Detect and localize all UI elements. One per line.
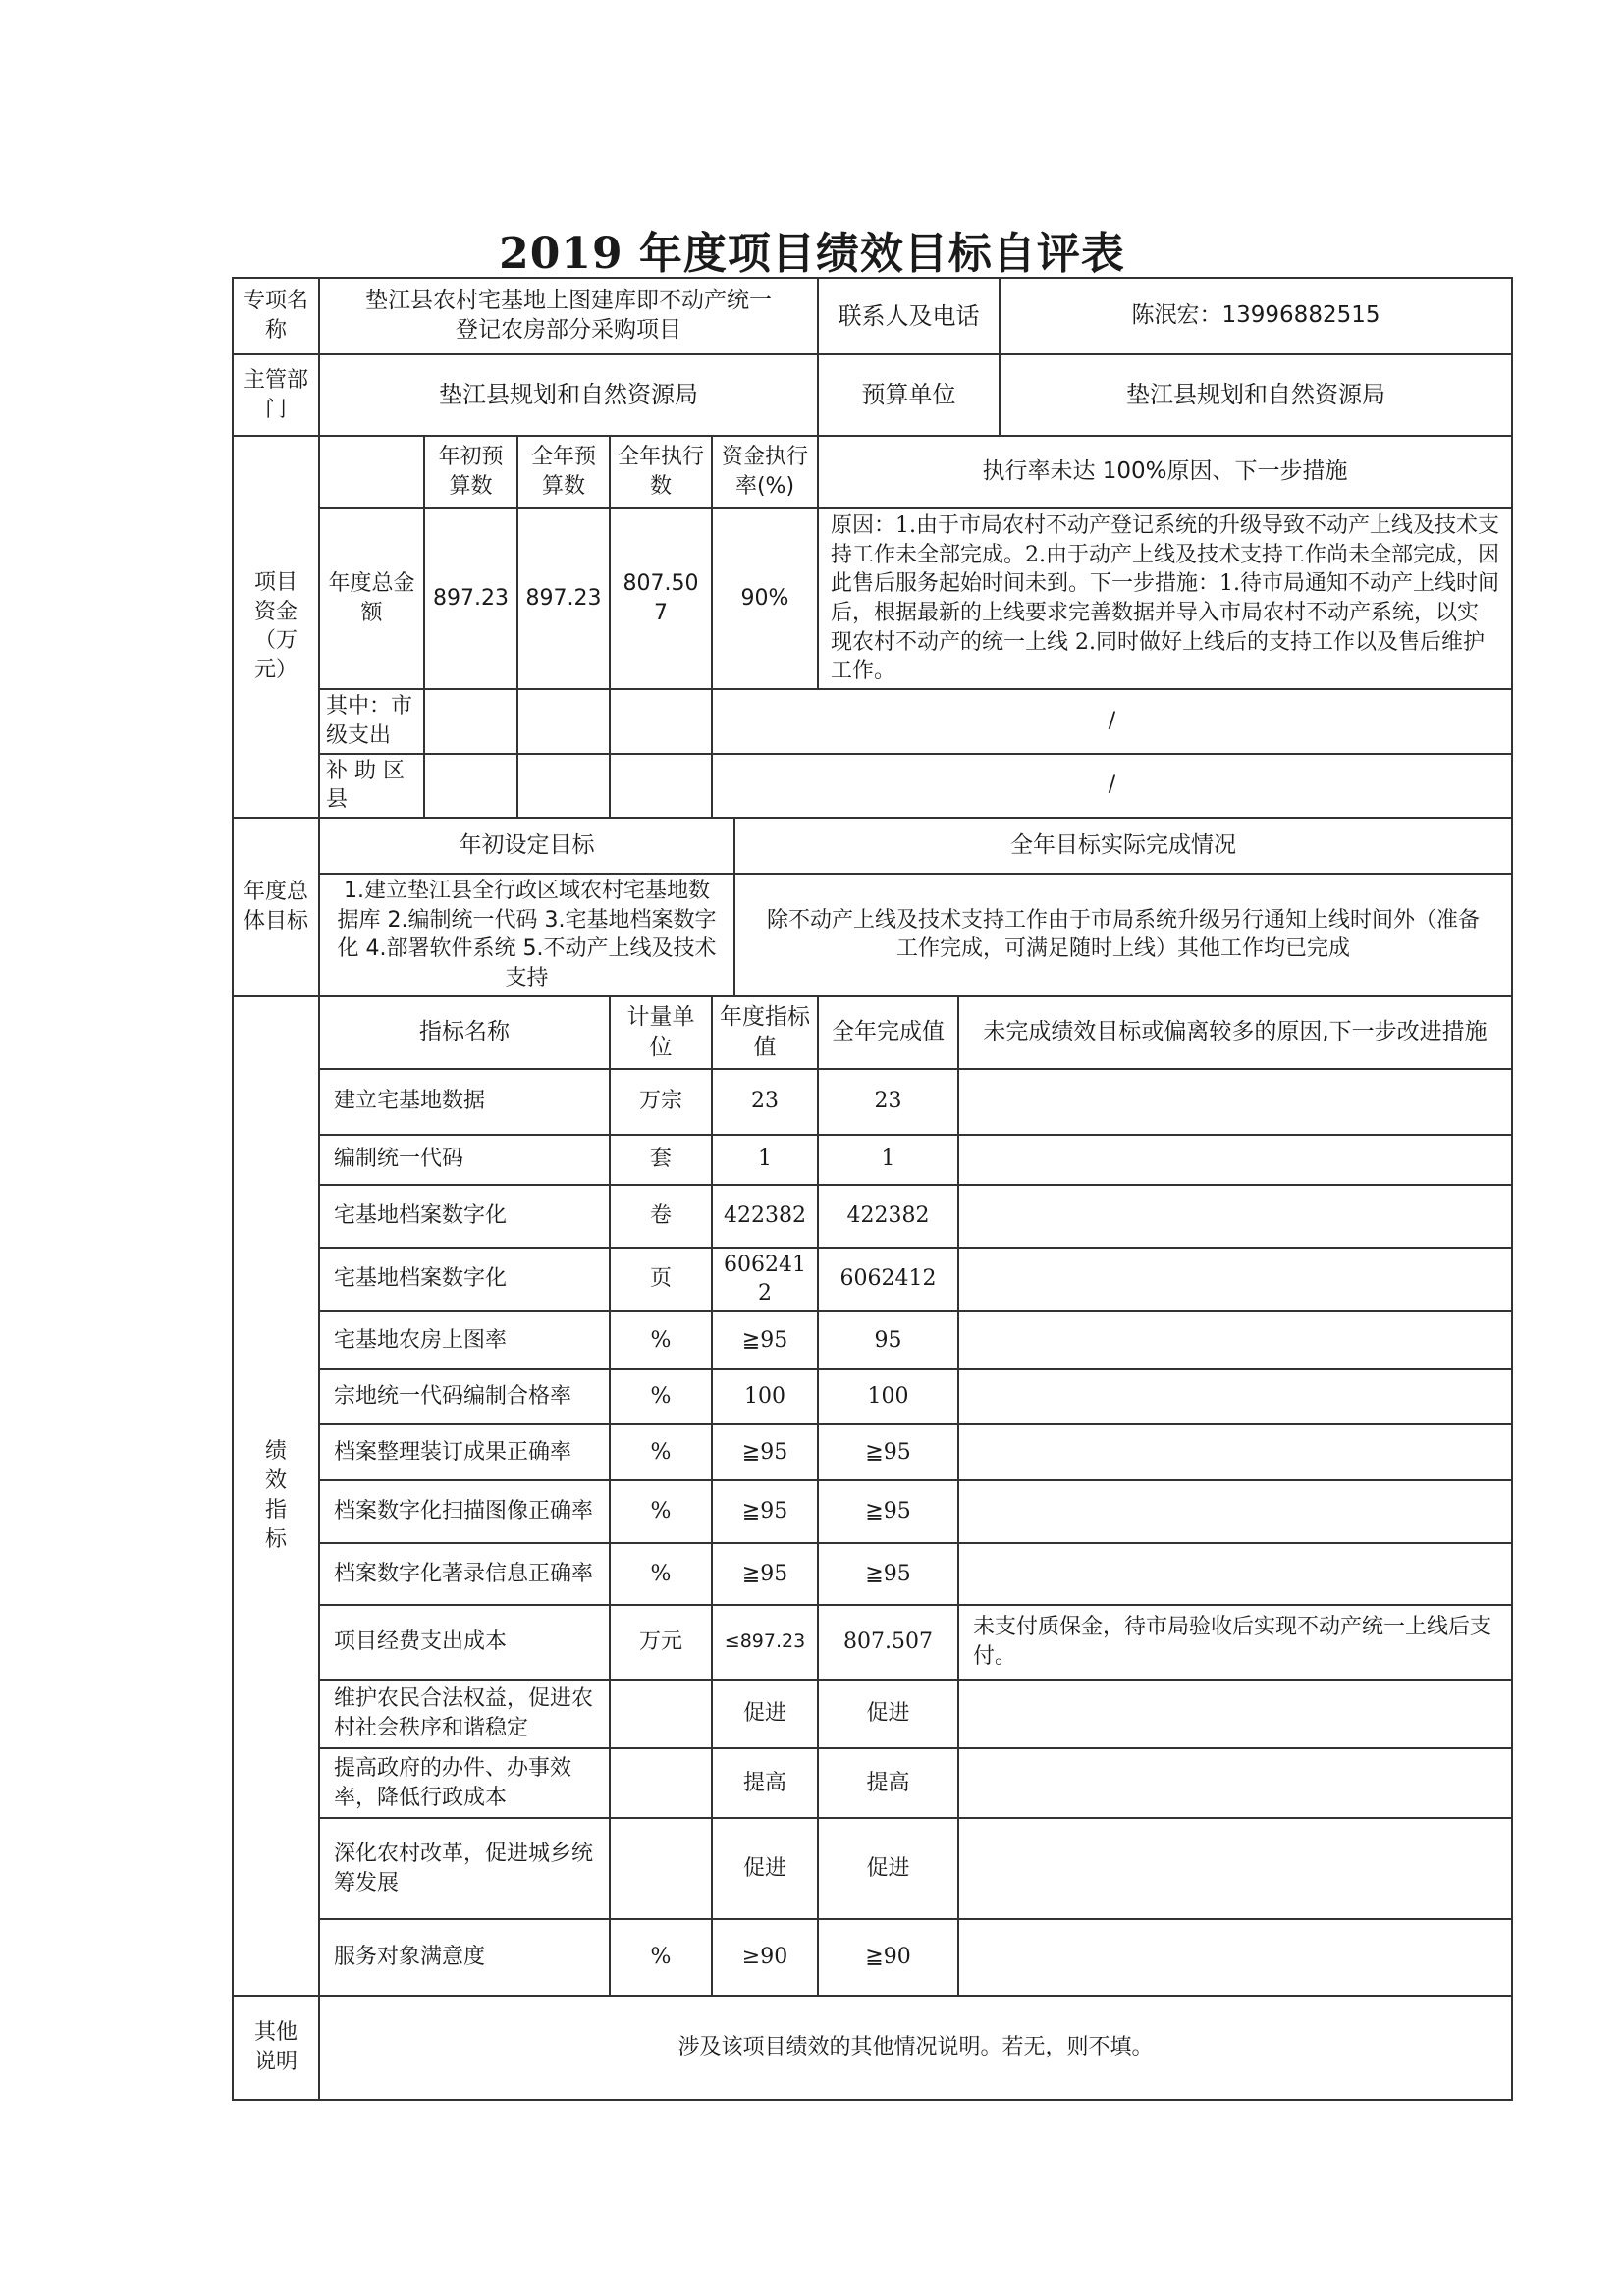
other-notes-row xyxy=(233,1996,1512,2100)
indicator-reason xyxy=(958,1248,1512,1311)
indicator-actual: ≧95 xyxy=(818,1424,958,1480)
district-note: / xyxy=(712,754,1512,818)
district-initial xyxy=(424,754,517,818)
indicator-name: 宗地统一代码编制合格率 xyxy=(319,1369,610,1424)
col-actual: 全年完成值 xyxy=(818,996,958,1069)
indicator-unit: % xyxy=(610,1543,712,1605)
indicator-target: ≧95 xyxy=(712,1424,818,1480)
table-row xyxy=(233,1680,1512,1748)
indicator-actual: 100 xyxy=(818,1369,958,1424)
indicator-reason xyxy=(958,1919,1512,1996)
other-notes-text: 涉及该项目绩效的其他情况说明。若无，则不填。 xyxy=(319,1996,1512,2100)
page-title: 2019 年度项目绩效目标自评表 xyxy=(499,229,1125,279)
indicator-name: 宅基地档案数字化 xyxy=(319,1248,610,1311)
indicator-actual: 1 xyxy=(818,1135,958,1185)
indicator-unit: % xyxy=(610,1919,712,1996)
indicator-unit: % xyxy=(610,1369,712,1424)
city-executed xyxy=(610,689,712,753)
project-row xyxy=(233,278,1512,354)
funds-header-row xyxy=(233,436,1512,508)
indicator-name: 编制统一代码 xyxy=(319,1135,610,1185)
total-initial: 897.23 xyxy=(424,508,517,689)
table-row xyxy=(233,1748,1512,1818)
indicator-name: 提高政府的办件、办事效率，降低行政成本 xyxy=(319,1748,610,1818)
city-expense-label: 其中：市级支出 xyxy=(319,689,424,753)
self-evaluation-table xyxy=(232,277,1513,2101)
indicators-section-text: 绩效指标 xyxy=(265,1439,288,1552)
indicator-reason xyxy=(958,1543,1512,1605)
district-subsidy-label: 补 助 区 县 xyxy=(319,754,424,818)
table-row xyxy=(233,1605,1512,1680)
indicator-actual: 23 xyxy=(818,1069,958,1135)
indicator-unit: 卷 xyxy=(610,1185,712,1248)
indicator-unit: % xyxy=(610,1311,712,1369)
indicator-name: 宅基地档案数字化 xyxy=(319,1185,610,1248)
indicator-actual: ≧90 xyxy=(818,1919,958,1996)
goals-section-label: 年度总体目标 xyxy=(233,818,319,996)
indicator-actual: 促进 xyxy=(818,1818,958,1919)
indicator-unit xyxy=(610,1748,712,1818)
funds-total-row xyxy=(233,508,1512,689)
city-full-year xyxy=(517,689,610,753)
project-label: 专项名称 xyxy=(233,278,319,354)
col-target: 年度指标值 xyxy=(712,996,818,1069)
table-row xyxy=(233,1543,1512,1605)
table-row xyxy=(233,1248,1512,1311)
city-note: / xyxy=(712,689,1512,753)
project-name: 垫江县农村宅基地上图建库即不动产统一登记农房部分采购项目 xyxy=(319,278,818,354)
table-row xyxy=(233,1369,1512,1424)
indicator-target: ≧95 xyxy=(712,1311,818,1369)
indicator-reason xyxy=(958,1748,1512,1818)
funds-section-label: 项目资金（万元） xyxy=(233,436,319,818)
indicator-actual: 促进 xyxy=(818,1680,958,1748)
col-full-year-budget: 全年预算数 xyxy=(517,436,610,508)
indicators-section-label xyxy=(233,996,319,1996)
indicator-actual: 422382 xyxy=(818,1185,958,1248)
initial-goal-header: 年初设定目标 xyxy=(319,818,734,874)
contact-value: 陈泯宏：13996882515 xyxy=(1000,278,1512,354)
indicator-name: 宅基地农房上图率 xyxy=(319,1311,610,1369)
indicators-header-row xyxy=(233,996,1512,1069)
contact-label: 联系人及电话 xyxy=(818,278,1000,354)
indicator-unit: 万宗 xyxy=(610,1069,712,1135)
col-execution-rate: 资金执行率(%) xyxy=(712,436,818,508)
indicator-reason xyxy=(958,1480,1512,1543)
col-unit: 计量单位 xyxy=(610,996,712,1069)
table-row xyxy=(233,1135,1512,1185)
indicator-reason xyxy=(958,1369,1512,1424)
indicator-unit xyxy=(610,1818,712,1919)
total-amount-label: 年度总金额 xyxy=(319,508,424,689)
indicator-name: 维护农民合法权益，促进农村社会秩序和谐稳定 xyxy=(319,1680,610,1748)
table-row xyxy=(233,1311,1512,1369)
indicator-actual: 807.507 xyxy=(818,1605,958,1680)
indicator-target: 23 xyxy=(712,1069,818,1135)
goals-header-row xyxy=(233,818,1512,874)
funds-city-row xyxy=(233,689,1512,753)
funds-district-row xyxy=(233,754,1512,818)
indicator-target: ≤897.23 xyxy=(712,1605,818,1680)
indicator-target: 促进 xyxy=(712,1680,818,1748)
table-row xyxy=(233,1185,1512,1248)
col-indicator-name: 指标名称 xyxy=(319,996,610,1069)
department-row xyxy=(233,354,1512,436)
table-row xyxy=(233,1069,1512,1135)
indicator-name: 建立宅基地数据 xyxy=(319,1069,610,1135)
indicator-actual: ≧95 xyxy=(818,1480,958,1543)
table-row xyxy=(233,1919,1512,1996)
indicator-target: 100 xyxy=(712,1369,818,1424)
indicator-target: 提高 xyxy=(712,1748,818,1818)
indicator-reason xyxy=(958,1424,1512,1480)
indicator-target: 422382 xyxy=(712,1185,818,1248)
dept-label: 主管部门 xyxy=(233,354,319,436)
indicator-reason: 未支付质保金，待市局验收后实现不动产统一上线后支付。 xyxy=(958,1605,1512,1680)
other-notes-label: 其他说明 xyxy=(233,1996,319,2100)
indicator-actual: 6062412 xyxy=(818,1248,958,1311)
indicator-reason xyxy=(958,1069,1512,1135)
funds-reason-text: 原因：1.由于市局农村不动产登记系统的升级导致不动产上线及技术支持工作未全部完成。2.由于动产上线及技术支持工作尚未全部完成，因此售后服务起始时间未到。下一步措施：1.待市局通知不动产上线时间后，根据最新的上线要求完善数据并导入市局农村不动产系统，以实现农村不动产的统一上线 2.同时做好上线后的支持工作以及售后维护工作。 xyxy=(818,508,1512,689)
indicator-unit: 页 xyxy=(610,1248,712,1311)
initial-goal-text: 1.建立垫江县全行政区域农村宅基地数据库 2.编制统一代码 3.宅基地档案数字化 4.部署软件系统 5.不动产上线及技术支持 xyxy=(319,874,734,996)
indicator-reason xyxy=(958,1135,1512,1185)
actual-goal-header: 全年目标实际完成情况 xyxy=(734,818,1512,874)
table-row xyxy=(233,1818,1512,1919)
indicator-name: 项目经费支出成本 xyxy=(319,1605,610,1680)
dept-value: 垫江县规划和自然资源局 xyxy=(319,354,818,436)
total-executed: 807.507 xyxy=(610,508,712,689)
col-reason-header: 执行率未达 100%原因、下一步措施 xyxy=(818,436,1512,508)
budget-unit-value: 垫江县规划和自然资源局 xyxy=(1000,354,1512,436)
actual-goal-text: 除不动产上线及技术支持工作由于市局系统升级另行通知上线时间外（准备工作完成，可满足随时上线）其他工作均已完成 xyxy=(734,874,1512,996)
indicator-name: 档案整理装订成果正确率 xyxy=(319,1424,610,1480)
indicator-reason xyxy=(958,1818,1512,1919)
indicator-name: 服务对象满意度 xyxy=(319,1919,610,1996)
indicator-unit: 套 xyxy=(610,1135,712,1185)
indicator-reason xyxy=(958,1185,1512,1248)
indicator-reason xyxy=(958,1680,1512,1748)
table-row xyxy=(233,1424,1512,1480)
indicator-target: ≧95 xyxy=(712,1543,818,1605)
table-row xyxy=(233,1480,1512,1543)
indicator-target: 6062412 xyxy=(712,1248,818,1311)
indicator-reason xyxy=(958,1311,1512,1369)
indicator-target: ≧95 xyxy=(712,1480,818,1543)
total-rate: 90% xyxy=(712,508,818,689)
indicator-unit xyxy=(610,1680,712,1748)
indicator-name: 档案数字化著录信息正确率 xyxy=(319,1543,610,1605)
district-executed xyxy=(610,754,712,818)
city-initial xyxy=(424,689,517,753)
indicator-unit: % xyxy=(610,1480,712,1543)
indicator-actual: ≧95 xyxy=(818,1543,958,1605)
total-full-year: 897.23 xyxy=(517,508,610,689)
indicator-unit: 万元 xyxy=(610,1605,712,1680)
funds-corner-cell xyxy=(319,436,424,508)
goals-content-row xyxy=(233,874,1512,996)
budget-unit-label: 预算单位 xyxy=(818,354,1000,436)
col-initial-budget: 年初预算数 xyxy=(424,436,517,508)
district-full-year xyxy=(517,754,610,818)
col-executed: 全年执行数 xyxy=(610,436,712,508)
indicator-unit: % xyxy=(610,1424,712,1480)
indicator-name: 深化农村改革，促进城乡统筹发展 xyxy=(319,1818,610,1919)
col-deviation-reason: 未完成绩效目标或偏离较多的原因,下一步改进措施 xyxy=(958,996,1512,1069)
indicator-target: ≥90 xyxy=(712,1919,818,1996)
indicator-name: 档案数字化扫描图像正确率 xyxy=(319,1480,610,1543)
indicator-actual: 提高 xyxy=(818,1748,958,1818)
indicator-target: 促进 xyxy=(712,1818,818,1919)
indicator-actual: 95 xyxy=(818,1311,958,1369)
indicator-target: 1 xyxy=(712,1135,818,1185)
